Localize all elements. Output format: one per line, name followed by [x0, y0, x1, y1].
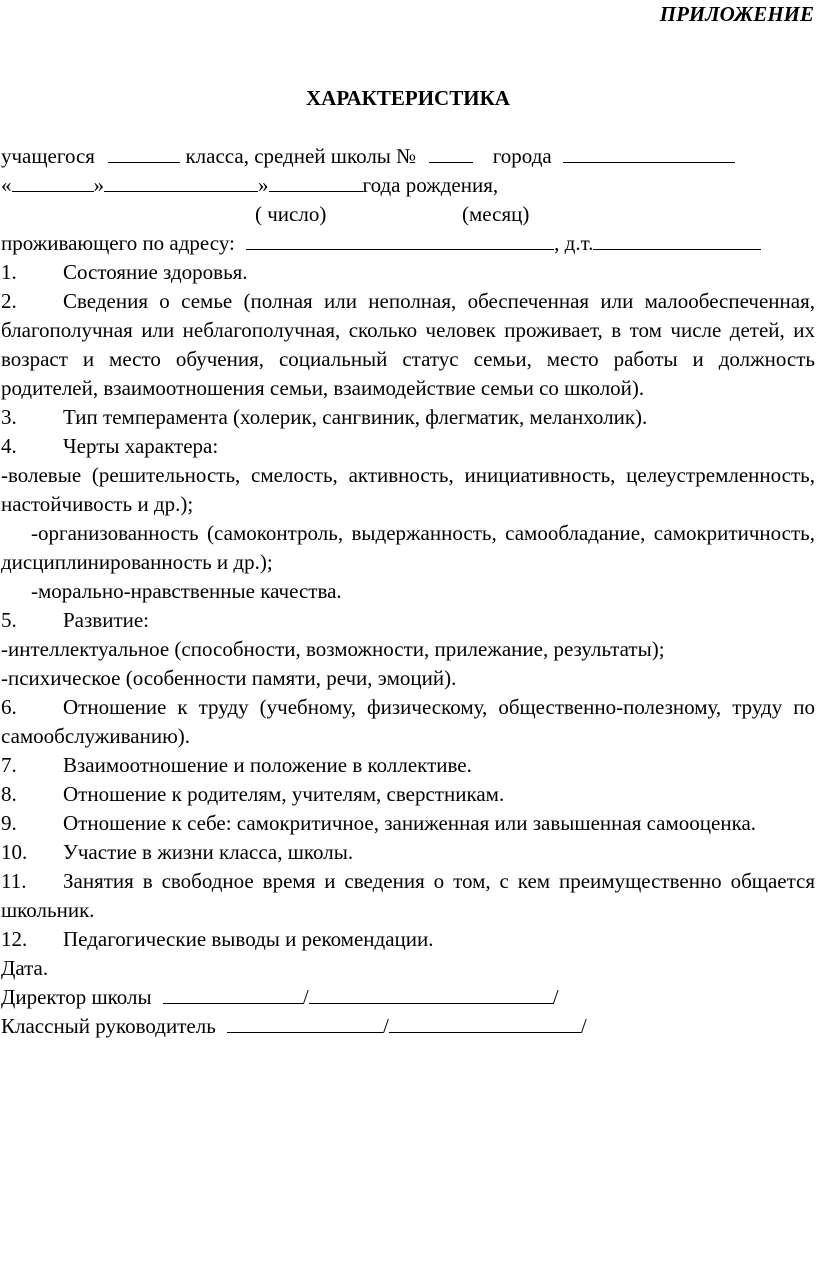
item-number: 7.	[1, 753, 17, 777]
list-item	[1, 693, 815, 751]
date-hints	[1, 200, 815, 229]
phone-label: , д.т.	[554, 231, 594, 255]
document-title: ХАРАКТЕРИСТИКА	[306, 86, 510, 110]
item-text: Сведения о семье (полная или неполная, обеспеченная или малообеспеченная, благополучная или неблагополучная, сколько человек проживает, в том числе детей, их возраст и место обучения, социальный статус семьи, место работы и должность родителей, взаимоотношения семьи, взаимодействие семьи со школой).	[1, 289, 815, 400]
quote-close: »	[93, 173, 104, 197]
item-text: Отношение к родителям, учителям, сверстникам.	[63, 782, 505, 806]
item-text: Тип темперамента (холерик, сангвиник, флегматик, меланхолик).	[63, 405, 648, 429]
sub-item-volitional: -волевые (решительность, смелость, активность, инициативность, целеустремленность, настойчивость и др.);	[1, 463, 815, 516]
item-number: 11.	[1, 869, 27, 893]
item-number: 4.	[1, 434, 17, 458]
item-text: Взаимоотношение и положение в коллективе.	[63, 753, 472, 777]
teacher-signature-line	[1, 1012, 815, 1041]
month-blank[interactable]	[104, 171, 258, 192]
item-number: 2.	[1, 289, 17, 313]
list-item	[1, 432, 815, 461]
sub-item-psychic: -психическое (особенности памяти, речи, эмоций).	[1, 666, 457, 690]
list-item	[1, 925, 815, 954]
list-item	[1, 287, 815, 403]
slash: /	[580, 1014, 587, 1038]
director-name-blank[interactable]	[309, 983, 553, 1004]
city-label: города	[492, 144, 552, 168]
teacher-label: Классный руководитель	[1, 1014, 216, 1038]
item-number: 1.	[1, 260, 17, 284]
address-line	[1, 229, 815, 258]
list-item	[1, 403, 815, 432]
slash: /	[383, 1014, 389, 1038]
item-text: Отношение к труду (учебному, физическому, общественно-полезному, труду по самообслуживанию).	[1, 695, 815, 748]
address-blank[interactable]	[246, 229, 554, 250]
birth-line	[1, 171, 815, 200]
item-text: Черты характера:	[63, 434, 219, 458]
item-number: 12.	[1, 927, 28, 951]
item-number: 5.	[1, 608, 17, 632]
quote-open: «	[1, 173, 12, 197]
school-number-blank[interactable]	[429, 142, 473, 163]
teacher-name-blank[interactable]	[389, 1012, 581, 1033]
year-blank[interactable]	[269, 171, 363, 192]
list-item	[1, 751, 815, 780]
student-prefix: учащегося	[1, 144, 95, 168]
sub-item-organization: -организованность (самоконтроль, выдержанность, самообладание, самокритичность, дисциплинированность и др.);	[1, 521, 815, 574]
address-label: проживающего по адресу:	[1, 231, 235, 255]
item-text: Состояние здоровья.	[63, 260, 248, 284]
slash: /	[302, 985, 309, 1009]
date-label: Дата.	[1, 956, 49, 980]
item-text: Участие в жизни класса, школы.	[63, 840, 354, 864]
day-hint: ( число)	[255, 202, 327, 226]
class-label: класса, средней школы №	[185, 144, 417, 168]
director-signature-blank[interactable]	[163, 983, 303, 1004]
class-blank[interactable]	[108, 142, 180, 163]
month-hint: (месяц)	[462, 202, 530, 226]
student-line	[1, 142, 815, 171]
item-text: Отношение к себе: самокритичное, заниженная или завышенная самооценка.	[63, 811, 757, 835]
list-item	[1, 867, 815, 925]
quote-close-2: »	[258, 173, 269, 197]
phone-blank[interactable]	[593, 229, 761, 250]
sub-item-moral: -морально-нравственные качества.	[31, 579, 342, 603]
item-number: 9.	[1, 811, 17, 835]
list-item	[1, 780, 815, 809]
sub-item-intellectual: -интеллектуальное (способности, возможности, прилежание, результаты);	[1, 637, 665, 661]
item-number: 8.	[1, 782, 17, 806]
appendix-label: ПРИЛОЖЕНИЕ	[659, 2, 814, 26]
list-item	[1, 258, 815, 287]
list-item	[1, 809, 815, 838]
document-body	[1, 142, 815, 1041]
item-number: 3.	[1, 405, 17, 429]
item-text: Занятия в свободное время и сведения о том, с кем преимущественно общается школьник.	[1, 869, 815, 922]
director-label: Директор школы	[1, 985, 152, 1009]
birth-label: года рождения,	[362, 173, 499, 197]
teacher-signature-blank[interactable]	[227, 1012, 383, 1033]
item-text: Развитие:	[63, 608, 150, 632]
day-blank[interactable]	[12, 171, 94, 192]
slash: /	[552, 985, 559, 1009]
item-number: 6.	[1, 695, 17, 719]
item-number: 10.	[1, 840, 28, 864]
city-blank[interactable]	[563, 142, 735, 163]
director-signature-line	[1, 983, 815, 1012]
item-text: Педагогические выводы и рекомендации.	[63, 927, 434, 951]
list-item	[1, 838, 815, 867]
list-item	[1, 606, 815, 635]
